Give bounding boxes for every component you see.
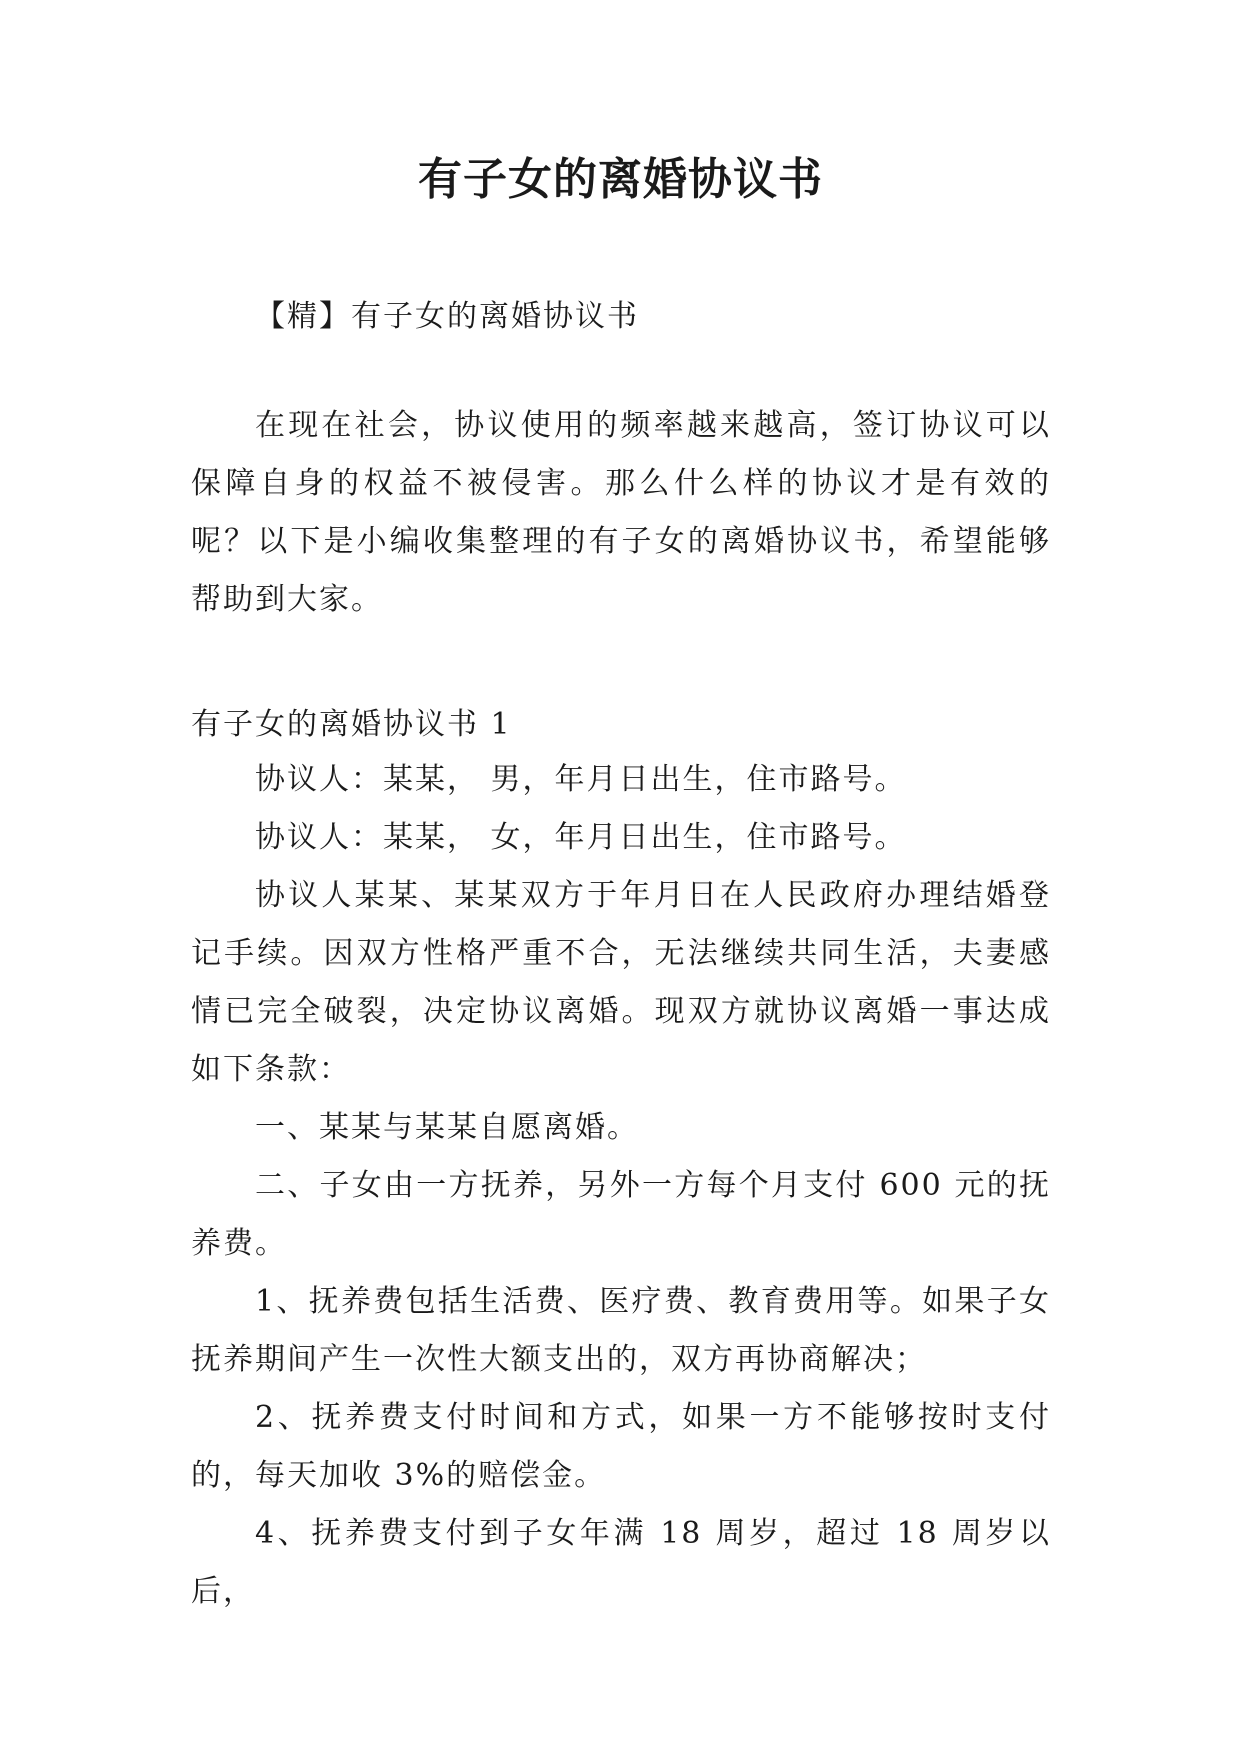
paragraph: 4、抚养费支付到子女年满 18 周岁，超过 18 周岁以后， (191, 1516, 1051, 1609)
paragraph: 一、某某与某某自愿离婚。 (255, 1110, 639, 1145)
paragraph: 协议人：某某， 男，年月日出生，住市路号。 (255, 762, 907, 797)
document-title: 有子女的离婚协议书 (418, 154, 823, 205)
paragraph: 二、子女由一方抚养，另外一方每个月支付 600 元的抚养费。 (191, 1168, 1051, 1261)
section-heading: 有子女的离婚协议书 1 (191, 707, 512, 742)
paragraph: 2、抚养费支付时间和方式，如果一方不能够按时支付的，每天加收 3%的赔偿金。 (191, 1400, 1051, 1493)
paragraph: 协议人：某某， 女，年月日出生，住市路号。 (255, 820, 907, 855)
agreement-body (191, 751, 1051, 1621)
paragraph: 1、抚养费包括生活费、医疗费、教育费用等。如果子女抚养期间产生一次性大额支出的，双方再协商解决； (191, 1284, 1051, 1377)
document-subtitle: 【精】有子女的离婚协议书 (255, 299, 639, 334)
intro-paragraph: 在现在社会，协议使用的频率越来越高，签订协议可以保障自身的权益不被侵害。那么什么样的协议才是有效的呢？以下是小编收集整理的有子女的离婚协议书，希望能够帮助到大家。 (191, 408, 1051, 617)
paragraph: 协议人某某、某某双方于年月日在人民政府办理结婚登记手续。因双方性格严重不合，无法继续共同生活，夫妻感情已完全破裂，决定协议离婚。现双方就协议离婚一事达成如下条款： (191, 878, 1051, 1087)
